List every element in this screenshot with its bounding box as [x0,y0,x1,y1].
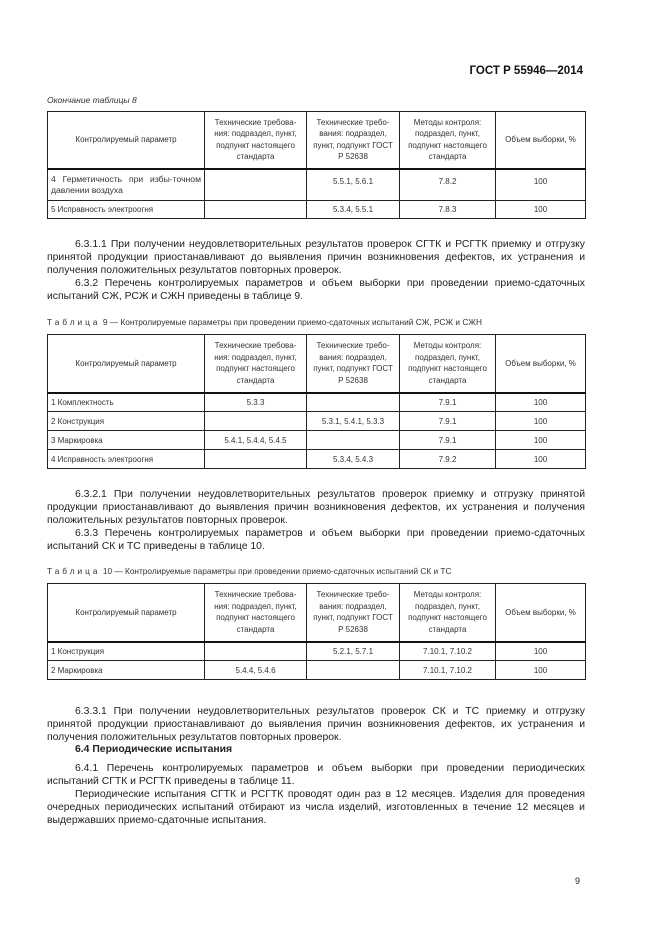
paragraph-6-3-3: 6.3.3 Перечень контролируемых параметров и объем выборки при проведении приемо-сдаточных испытаний СК и ТС приведены в таблице 10. [47,528,585,552]
col-header: Объем выборки, % [496,112,586,169]
table-10 [47,583,586,680]
table-row: 4 Герметичность при избы-точном давлении воздуха 5.5.1, 5.6.1 7.8.2 100 [48,169,586,201]
paragraph-block [47,238,585,303]
col-header: Технические требо-вания: подраздел, пункт, подпункт ГОСТ Р 52638 [307,112,400,169]
col-header: Технические требова-ния: подраздел, пункт, подпункт настоящего стандарта [205,335,307,393]
col-header: Объем выборки, % [496,584,586,642]
col-header: Технические требова-ния: подраздел, пункт, подпункт настоящего стандарта [205,584,307,642]
paragraph-6-4-1: 6.4.1 Перечень контролируемых параметров и объем выборки при проведении периодических испытаний СГТК и РСГТК приведены в таблице 11. [47,763,585,787]
table-row: 3 Маркировка 5.4.1, 5.4.4, 5.4.5 7.9.1 100 [48,431,586,450]
page-number: 9 [575,876,581,886]
table9-caption: Таблица 9 — Контролируемые параметры при проведении приемо-сдаточных испытаний СЖ, РСЖ и СЖН [47,317,482,327]
paragraph-6-3-3-1: 6.3.3.1 При получении неудовлетворительных результатов проверок СК и ТС приемку и отгрузку принятой продукции приостанавливают до выявления причин возникновения дефектов, их устранения и получения положительных результатов повторных проверок. [47,706,585,743]
table8-caption: Окончание таблицы 8 [47,95,137,105]
col-header: Контролируемый параметр [48,112,205,169]
col-header: Методы контроля: подраздел, пункт, подпункт настоящего стандарта [400,112,496,169]
standard-number: ГОСТ Р 55946—2014 [469,65,583,77]
table-row: 2 Маркировка 5.4.4, 5.4.6 7.10.1, 7.10.2 100 [48,661,586,680]
col-header: Контролируемый параметр [48,584,205,642]
paragraph-6-3-2-1: 6.3.2.1 При получении неудовлетворительных результатов проверок приемку и отгрузку принятой продукции приостанавливают до выявления причин возникновения дефектов, их устранения и получения положительных результатов повторных проверок. [47,489,585,526]
col-header: Методы контроля: подраздел, пункт, подпункт настоящего стандарта [400,335,496,393]
table-8 [47,111,586,219]
col-header: Технические требова-ния: подраздел, пункт, подпункт настоящего стандарта [205,112,307,169]
paragraph-6-3-2: 6.3.2 Перечень контролируемых параметров и объем выборки при проведении приемо-сдаточных испытаний СЖ, РСЖ и СЖН приведены в таблице 9. [47,278,585,302]
paragraph-block [47,762,585,827]
col-header: Технические требо-вания: подраздел, пункт, подпункт ГОСТ Р 52638 [307,335,400,393]
col-header: Методы контроля: подраздел, пункт, подпункт настоящего стандарта [400,584,496,642]
table-row: 4 Исправность электроогня 5.3.4, 5.4.3 7.9.2 100 [48,450,586,469]
paragraph-6-3-3-1-block [47,705,585,744]
table-row: 1 Комплектность 5.3.3 7.9.1 100 [48,393,586,412]
col-header: Контролируемый параметр [48,335,205,393]
col-header: Технические требо-вания: подраздел, пункт, подпункт ГОСТ Р 52638 [307,584,400,642]
table10-caption: Таблица 10 — Контролируемые параметры при проведении приемо-сдаточных испытаний СК и ТС [47,566,452,576]
table-row: 2 Конструкция 5.3.1, 5.4.1, 5.3.3 7.9.1 100 [48,412,586,431]
paragraph-block [47,488,585,553]
paragraph-periodic: Периодические испытания СГТК и РСГТК проводят один раз в 12 месяцев. Изделия для проведения очередных периодических испытаний отбирают из числа изделий, изготовленных в течение 12 месяцев и выдержавших приемо-сдаточные испытания. [47,789,585,826]
paragraph-6-3-1-1: 6.3.1.1 При получении неудовлетворительных результатов проверок СГТК и РСГТК приемку и отгрузку принятой продукции приостанавливают до выявления причин возникновения дефектов, их устранения и получения положительных результатов повторных проверок. [47,239,585,276]
table-row: 1 Конструкция 5.2.1, 5.7.1 7.10.1, 7.10.2 100 [48,642,586,661]
col-header: Объем выборки, % [496,335,586,393]
table-9 [47,334,586,469]
section-heading-6-4: 6.4 Периодические испытания [75,744,233,755]
table-row: 5 Исправность электроогня 5.3.4, 5.5.1 7.8.3 100 [48,201,586,219]
